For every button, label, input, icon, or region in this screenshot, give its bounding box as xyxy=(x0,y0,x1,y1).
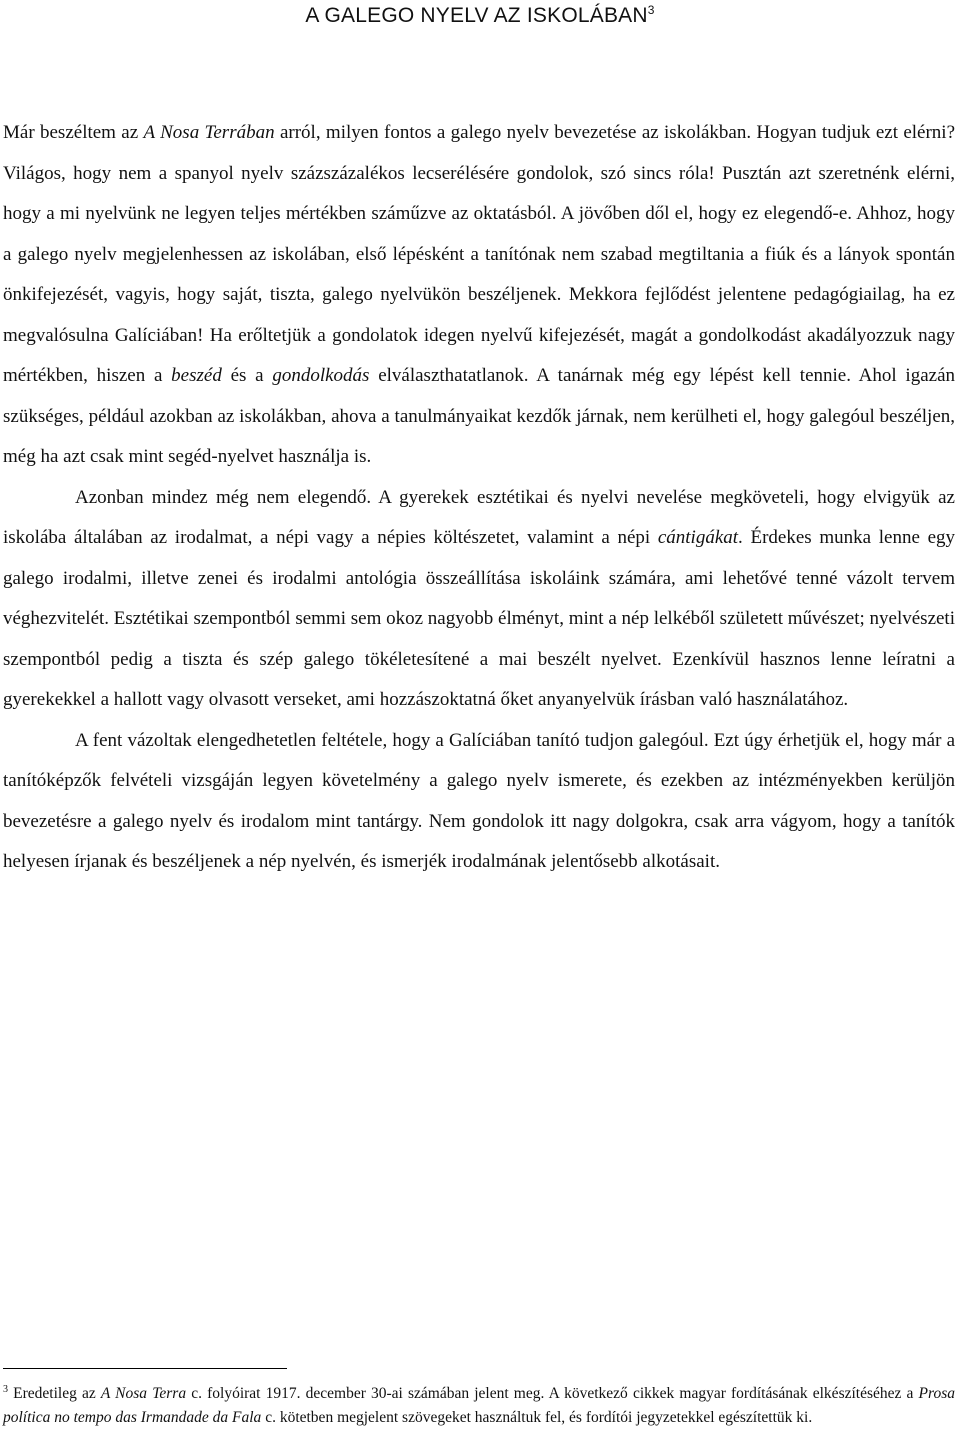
paragraph-text: . Érdekes munka lenne egy galego irodalmi, illetve zenei és irodalmi antológia összeállítása iskoláink számára, ami lehetővé tenné vázolt tervem véghezvitelét. Esztétikai szempontból semmi sem okoz nagyobb élményt, mint a nép lelkéből született művészet; nyelvészeti szempontból pedig a tiszta és szép galego tökéletesítené a mai beszélt nyelvet. Ezenkívül hasznos lenne leíratni a gyerekekkel a hallott vagy olvasott verseket, ami hozzászoktatná őket anyanyelvük írásban való használatához. xyxy=(3,527,956,710)
paragraph-text: A fent vázoltak elengedhetetlen feltétele, hogy a Galíciában tanító tudjon galegóul. Ezt úgy érhetjük el, hogy már a tanítóképzők felvételi vizsgáján legyen követelmény a galego nyelv ismerete, és ezekben az intézményekben kerüljön bevezetésre a galego nyelv és irodalom mint tantárgy. Nem gondolok itt nagy dolgokra, csak arra vágyom, hogy a tanítók helyesen írjanak és beszéljenek a nép nyelvén, és ismerjék irodalmának jelentősebb alkotásait. xyxy=(3,729,955,872)
footnote-text: Eredetileg az xyxy=(8,1385,101,1403)
footnote xyxy=(3,1378,955,1429)
paragraph-1 xyxy=(3,113,955,478)
title-text: A GALEGO NYELV AZ ISKOLÁBAN xyxy=(305,4,648,27)
paragraph-text: arról, milyen fontos a galego nyelv bevezetése az iskolákban. Hogyan tudjuk ezt elérni? Világos, hogy nem a spanyol nyelv százszázalékos lecserélésére gondolok, szó sincs róla! Pusztán azt szeretnénk elérni, hogy a mi nyelvünk ne legyen teljes mértékben száműzve az oktatásból. A jövőben dől el, hogy ez elegendő-e. Ahhoz, hogy a galego nyelv megjelenhessen az iskolában, első lépésként a tanítónak nem szabad megtiltania a fiúk és a lányok spontán önkifejezését, vagyis, hogy saját, tiszta, galego nyelvükön beszéljenek. Mekkora fejlődést jelentene pedagógiailag, ha ez megvalósulna Galíciában! Ha erőltetjük a gondolatok idegen nyelvű kifejezését, magát a gondolkodást akadályozzuk nagy mértékben, hiszen a xyxy=(3,122,956,386)
paragraph-text: Már beszéltem az xyxy=(3,122,144,143)
italic-term: gondolkodás xyxy=(272,365,370,386)
footnote-separator xyxy=(3,1368,287,1369)
italic-publication-name: A Nosa Terrában xyxy=(143,122,275,143)
footnote-marker: 3 xyxy=(3,1384,8,1395)
footnote-text: c. kötetben megjelent szövegeket használtuk fel, és fordítói jegyzetekkel egészítettük ki. xyxy=(261,1408,813,1426)
italic-publication-name: A Nosa Terra xyxy=(100,1385,187,1403)
italic-term: beszéd xyxy=(171,365,222,386)
paragraph-text: Azonban mindez még nem elegendő. A gyerekek esztétikai és nyelvi nevelése megköveteli, hogy elvigyük az iskolába általában az irodalmat, a népi vagy a népies költészetet, valamint a népi xyxy=(3,486,955,548)
paragraph-3 xyxy=(3,721,955,883)
body-text xyxy=(3,113,955,883)
footnote-text: c. folyóirat 1917. december 30-ai számában jelent meg. A következő cikkek magyar fordításának elkészítéséhez a xyxy=(186,1385,919,1403)
italic-book-title: Prosa política no tempo das Irmandade da Fala xyxy=(3,1385,956,1426)
paragraph-text: és a xyxy=(221,365,273,386)
paragraph-text: elválaszthatatlanok. A tanárnak még egy lépést kell tennie. Ahol igazán szükséges, például azokban az iskolákban, ahova a tanulmányaikat kezdők járnak, nem kerülheti el, hogy galegóul beszéljen, még ha azt csak mint segéd-nyelvet használja is. xyxy=(3,365,955,467)
italic-term: cántigákat xyxy=(657,527,739,548)
document-title xyxy=(0,4,960,28)
title-footnote-marker[interactable]: 3 xyxy=(647,3,655,17)
paragraph-2 xyxy=(3,478,955,721)
